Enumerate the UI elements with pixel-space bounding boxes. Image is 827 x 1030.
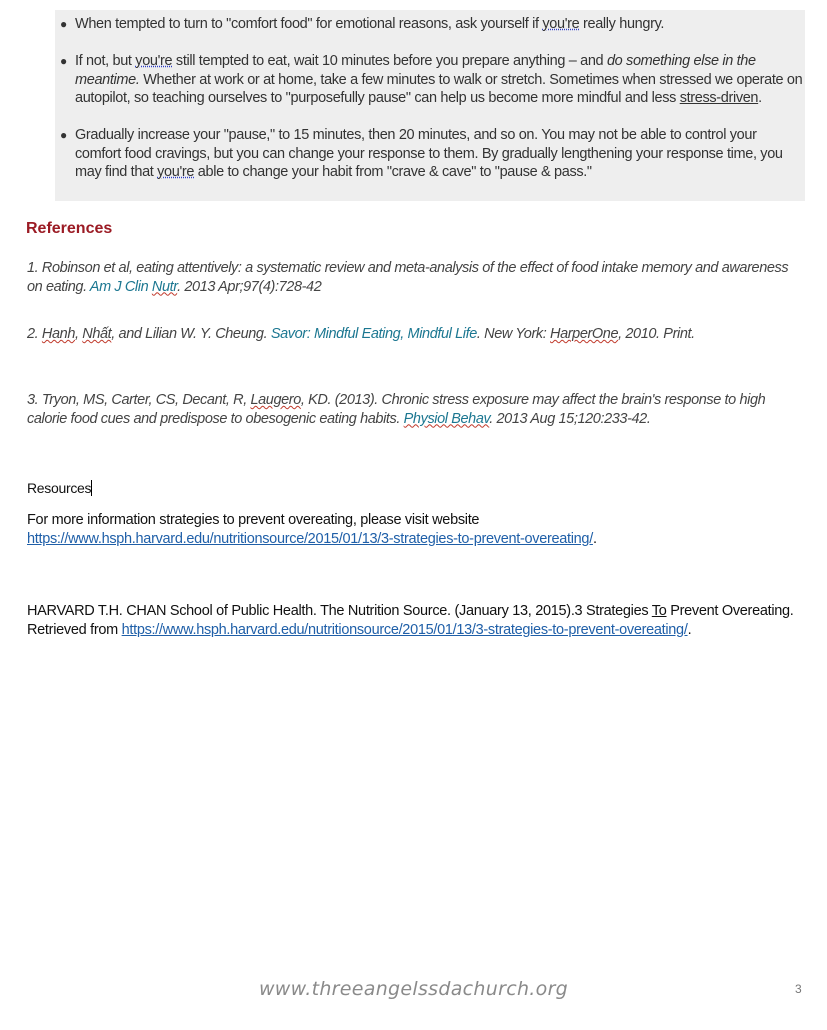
citation-to-word: To xyxy=(651,603,667,619)
reference-1 xyxy=(27,259,802,296)
citation-paragraph xyxy=(27,602,802,640)
citation-text-middle: Prevent Overeating. Retrieved from xyxy=(27,603,794,638)
tip-text xyxy=(75,53,802,106)
text-run: you're xyxy=(135,53,173,69)
text-run: Nutr xyxy=(151,278,178,295)
bullet-icon: ● xyxy=(60,128,67,142)
text-run: you're xyxy=(157,164,195,180)
text-run: still tempted to eat, wait 10 minutes before you prepare anything – and xyxy=(172,53,607,69)
text-run: Gradually increase your "pause," to 15 minutes, then 20 minutes, and so on. You may not be able to control your comfort food cravings, but you can change your response to them. By gradually lengthening your response time, you may find that xyxy=(75,127,783,180)
text-run: Laugero xyxy=(250,392,301,408)
text-run: Whether at work or at home, take a few minutes to walk or stretch. Sometimes when stressed we operate on autopilot, so teaching ourselves to "purposefully pause" can help us become more mindful and less xyxy=(75,71,803,106)
text-run: able to change your habit from "crave & cave" to "pause & pass." xyxy=(194,164,592,180)
citation-end: . xyxy=(687,622,692,638)
text-run: , and Lilian W. Y. Cheung. xyxy=(111,326,271,342)
text-run: Am J Clin xyxy=(89,278,152,295)
resources-link[interactable]: https://www.hsph.harvard.edu/nutritionsource/2015/01/13/3-strategies-to-prevent-overeating/ xyxy=(27,531,593,547)
text-run: . New York: xyxy=(476,326,550,342)
reference-3 xyxy=(27,391,802,428)
tip-item-3 xyxy=(60,126,805,182)
footer-website: www.threeangelssdachurch.org xyxy=(258,978,569,1000)
tips-box xyxy=(55,10,805,201)
text-run: Savor: Mindful Eating, Mindful Life xyxy=(270,326,477,342)
text-run: Nhất xyxy=(82,326,112,342)
text-run: 2. xyxy=(27,326,42,342)
reference-text xyxy=(27,326,695,342)
text-run: When tempted to turn to "comfort food" for emotional reasons, ask yourself if xyxy=(75,16,543,32)
tip-item-1 xyxy=(60,15,805,34)
text-run: Physiol Behav xyxy=(403,410,490,427)
text-run: really hungry. xyxy=(579,16,665,32)
text-run: 3. Tryon, MS, Carter, CS, Decant, R, xyxy=(27,392,251,408)
text-run: . xyxy=(758,90,762,106)
text-cursor xyxy=(91,480,92,496)
tip-text xyxy=(75,16,664,32)
text-run: . 2013 Aug 15;120:233-42. xyxy=(489,410,651,427)
text-run: If not, but xyxy=(75,53,136,69)
text-run: you're xyxy=(542,16,580,32)
text-run: , KD. (2013). Chronic stress exposure may affect the brain's response to high calorie food cues and predispose to obesogenic eating habits. xyxy=(27,392,766,427)
reference-2 xyxy=(27,325,802,344)
tip-text xyxy=(75,127,783,180)
references-heading: References xyxy=(26,220,113,237)
period: . xyxy=(592,531,597,547)
text-run: Hanh xyxy=(41,326,75,342)
text-run: . 2013 Apr;97(4):728-42 xyxy=(177,278,322,295)
text-run: , xyxy=(75,326,83,342)
text-run: , 2010. Print. xyxy=(618,326,695,342)
text-run: 1. Robinson et al, eating attentively: a systematic review and meta-analysis of the effect of food intake memory and awareness on eating. xyxy=(27,260,789,295)
text-run: do something else in the meantime. xyxy=(75,53,756,88)
bullet-icon: ● xyxy=(60,17,67,31)
tip-item-2 xyxy=(60,52,805,108)
citation-text: HARVARD T.H. CHAN School of Public Health. The Nutrition Source. (January 13, 2015).3 Strategies xyxy=(27,603,652,619)
reference-text xyxy=(27,260,788,295)
text-run: HarperOne xyxy=(550,326,619,342)
text-run: stress-driven xyxy=(679,90,759,106)
resources-heading xyxy=(27,480,92,496)
reference-text xyxy=(27,392,765,427)
page-number: 3 xyxy=(795,982,802,996)
bullet-icon: ● xyxy=(60,54,67,68)
resources-heading-text: Resources xyxy=(27,480,92,496)
resources-paragraph xyxy=(27,511,802,549)
citation-link[interactable]: https://www.hsph.harvard.edu/nutritionsource/2015/01/13/3-strategies-to-prevent-overeating/ xyxy=(121,622,688,638)
resources-text: For more information strategies to prevent overeating, please visit website xyxy=(27,512,480,528)
